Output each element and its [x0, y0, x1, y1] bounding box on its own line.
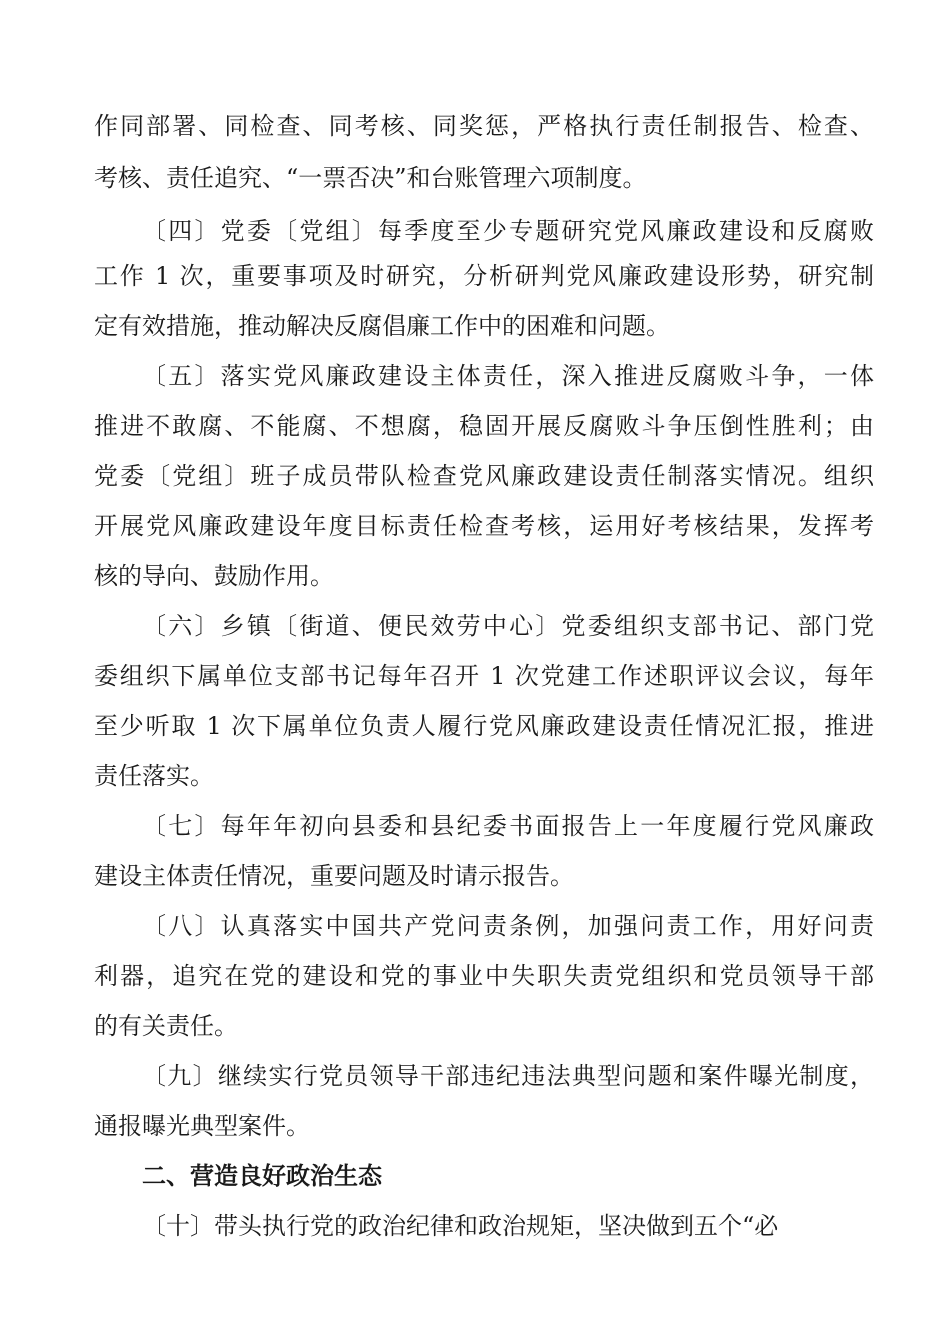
paragraph-9-line-1: 〔九〕继续实行党员领导干部违纪违法典型问题和案件曝光制度， — [142, 1062, 874, 1090]
paragraph-6-line-2: 委组织下属单位支部书记每年召开 1 次党建工作述职评议会议，每年 — [94, 662, 874, 690]
paragraph-4-line-1: 〔四〕党委〔党组〕每季度至少专题研究党风廉政建设和反腐败 — [142, 217, 874, 245]
paragraph-10-line-1: 〔十〕带头执行党的政治纪律和政治规矩，坚决做到五个“必 — [142, 1212, 779, 1240]
paragraph-5-line-5: 核的导向、鼓励作用。 — [94, 562, 334, 590]
paragraph-7-line-2: 建设主体责任情况，重要问题及时请示报告。 — [94, 862, 574, 890]
paragraph-6-line-4: 责任落实。 — [94, 762, 214, 790]
paragraph-3-line-2: 作同部署、同检查、同考核、同奖惩，严格执行责任制报告、检查、 — [94, 112, 874, 140]
paragraph-8-line-3: 的有关责任。 — [94, 1012, 238, 1040]
paragraph-6-line-1: 〔六〕乡镇〔街道、便民效劳中心〕党委组织支部书记、部门党 — [142, 612, 874, 640]
paragraph-4-line-2: 工作 1 次，重要事项及时研究，分析研判党风廉政建设形势，研究制 — [94, 262, 874, 290]
paragraph-5-line-1: 〔五〕落实党风廉政建设主体责任，深入推进反腐败斗争，一体 — [142, 362, 874, 390]
paragraph-8-line-2: 利器，追究在党的建设和党的事业中失职失责党组织和党员领导干部 — [94, 962, 874, 990]
paragraph-7-line-1: 〔七〕每年年初向县委和县纪委书面报告上一年度履行党风廉政 — [142, 812, 874, 840]
paragraph-6-line-3: 至少听取 1 次下属单位负责人履行党风廉政建设责任情况汇报，推进 — [94, 712, 874, 740]
paragraph-5-line-4: 开展党风廉政建设年度目标责任检查考核，运用好考核结果，发挥考 — [94, 512, 874, 540]
paragraph-5-line-3: 党委〔党组〕班子成员带队检查党风廉政建设责任制落实情况。组织 — [94, 462, 874, 490]
paragraph-3-line-3: 考核、责任追究、“一票否决”和台账管理六项制度。 — [94, 164, 647, 192]
paragraph-5-line-2: 推进不敢腐、不能腐、不想腐，稳固开展反腐败斗争压倒性胜利；由 — [94, 412, 874, 440]
paragraph-4-line-3: 定有效措施，推动解决反腐倡廉工作中的困难和问题。 — [94, 312, 670, 340]
paragraph-9-line-2: 通报曝光典型案件。 — [94, 1112, 310, 1140]
section-heading: 二、营造良好政治生态 — [142, 1162, 382, 1190]
paragraph-8-line-1: 〔八〕认真落实中国共产党问责条例，加强问责工作，用好问责 — [142, 912, 874, 940]
